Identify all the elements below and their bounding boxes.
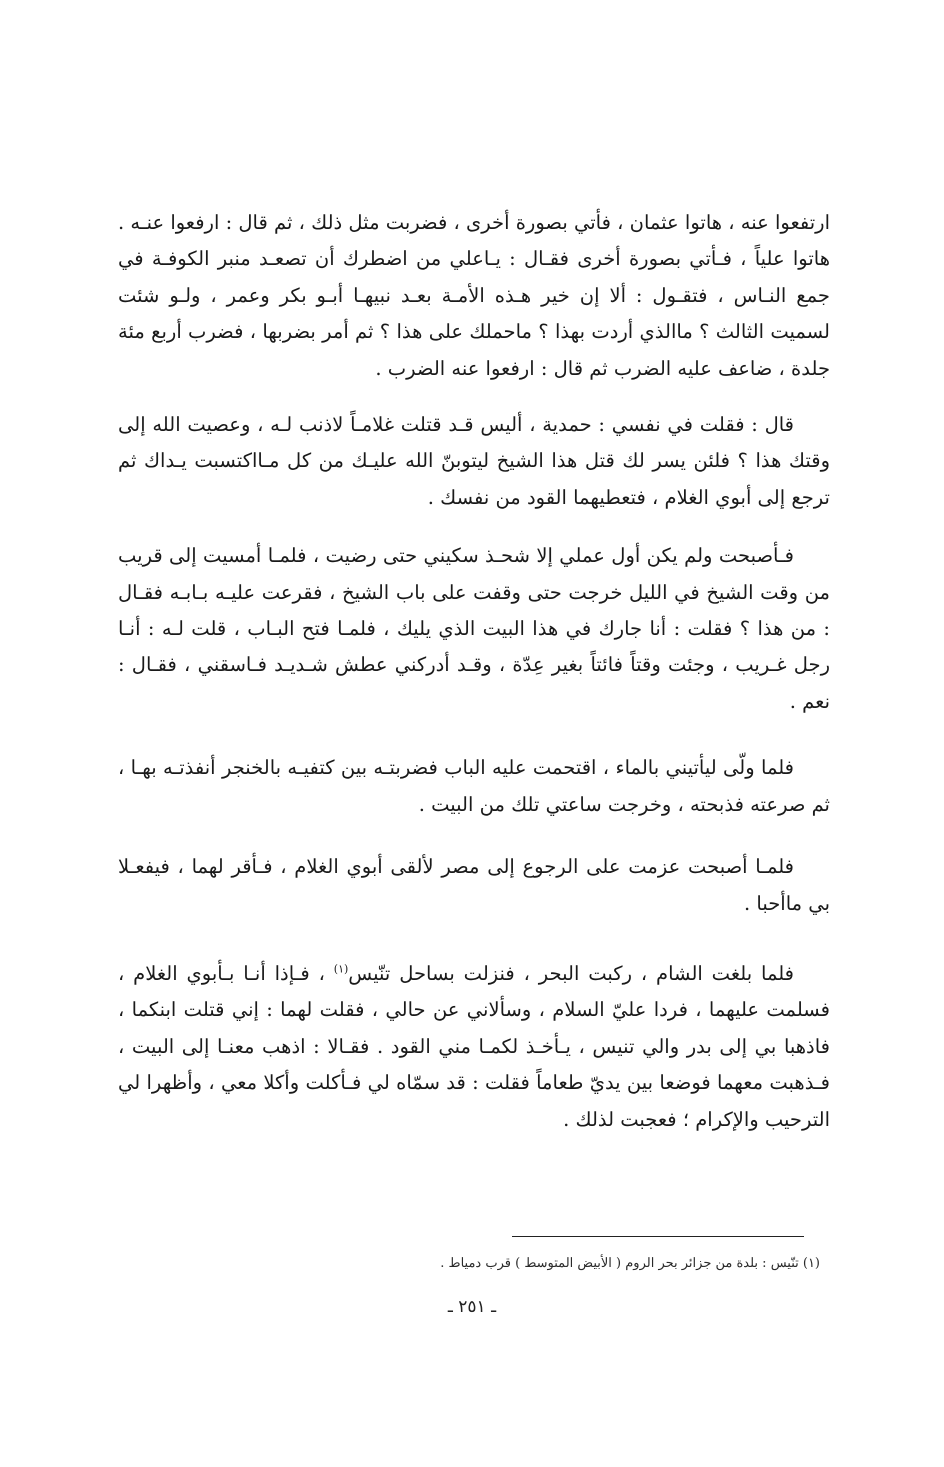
- paragraph-5: فلمـا أصبحت عزمت على الرجوع إلى مصر لألقى أبوي الغلام ، فـأقر لهما ، فيفعـلا بي ماأحبا .: [118, 855, 830, 915]
- paragraph-2: قال : فقلت في نفسي : حمدية ، أليس قـد قتلت غلامـاً لاذنب لـه ، وعصيت الله إلى وقتك هذا ؟ فلئن يسر لك قتل هذا الشيخ ليتوبنّ الله عليـك من كل مـااكتسبت يـداك ثم ترجع إلى أبوي الغلام ، فتعطيهما القود من نفسك .: [118, 413, 830, 509]
- page-number: ـ ٢٥١ ـ: [447, 1297, 497, 1317]
- paragraph-6-text-before: فلما بلغت الشام ، ركبت البحر ، فنزلت بساحل تنّيس: [348, 961, 794, 985]
- paragraph-6-text-after: ، فـإذا أنـا بـأبوي الغلام ، فسلمت عليهما ، فردا عليّ السلام ، وسألاني عن حالي ، فقلت لهما : إني قتلت ابنكما ، فاذهبا بي إلى بدر والي تنيس ، يـأخـذ لكمـا مني القود . فقـالا : اذهب معنـا إلى البيت ، فـذهبت معهما فوضعا بين يديّ طعاماً فقلت : قد سمّاه لي فـأكلت وأكلا معي ، وأظهرا لي الترحيب والإكرام ؛ فعجبت لذلك .: [118, 961, 830, 1131]
- paragraph-1: ارتفعوا عنه ، هاتوا عثمان ، فأتي بصورة أخرى ، فضربت مثل ذلك ، ثم قال : ارفعوا عنـه . هاتوا علياً ، فـأتي بصورة أخرى فقـال : يـاعلي من اضطرك أن تصعـد منبر الكوفـة في جمع النـاس ، فتقـول : ألا إن خير هـذه الأمـة بعـد نبيهـا أبـو بكر وعمر ، ولـو شئت لسميت الثالث ؟ ماالذي أردت بهذا ؟ ماحملك على هذا ؟ ثم أمر بضربها ، فضرب أربع مئة جلدة ، ضاعف عليه الضرب ثم قال : ارفعوا عنه الضرب .: [118, 211, 830, 380]
- paragraph-4: فلما ولّى ليأتيني بالماء ، اقتحمت عليه الباب فضربتـه بين كتفيـه بالخنجر أنفذتـه بهـا ، ثم صرعته فذبحته ، وخرجت ساعتي تلك من البيت .: [118, 756, 830, 816]
- footnote: (١) تنّيس : بلدة من جزائر بحر الروم ( الأبيض المتوسط ) قرب دمياط .: [440, 1256, 820, 1271]
- footnote-mark[interactable]: (١): [333, 962, 349, 976]
- paragraph-6: [118, 956, 830, 1138]
- footnote-separator: [512, 1236, 804, 1237]
- page-body: [118, 205, 830, 1138]
- paragraph-3: فـأصبحت ولم يكن أول عملي إلا شحـذ سكيني حتى رضيت ، فلمـا أمسيت إلى قريب من وقت الشيخ في الليل خرجت حتى وقفت على باب الشيخ ، فقرعت عليـه بـابـه فقـال : من هذا ؟ فقلت : أنا جارك في هذا البيت الذي يليك ، فلمـا فتح البـاب ، قلت لـه : أنـا رجل غـريب ، وجئت وقتاً فائتاً بغير عِدّة ، وقـد أدركني عطش شـديـد فـاسقني ، فقـال : نعم .: [118, 544, 830, 713]
